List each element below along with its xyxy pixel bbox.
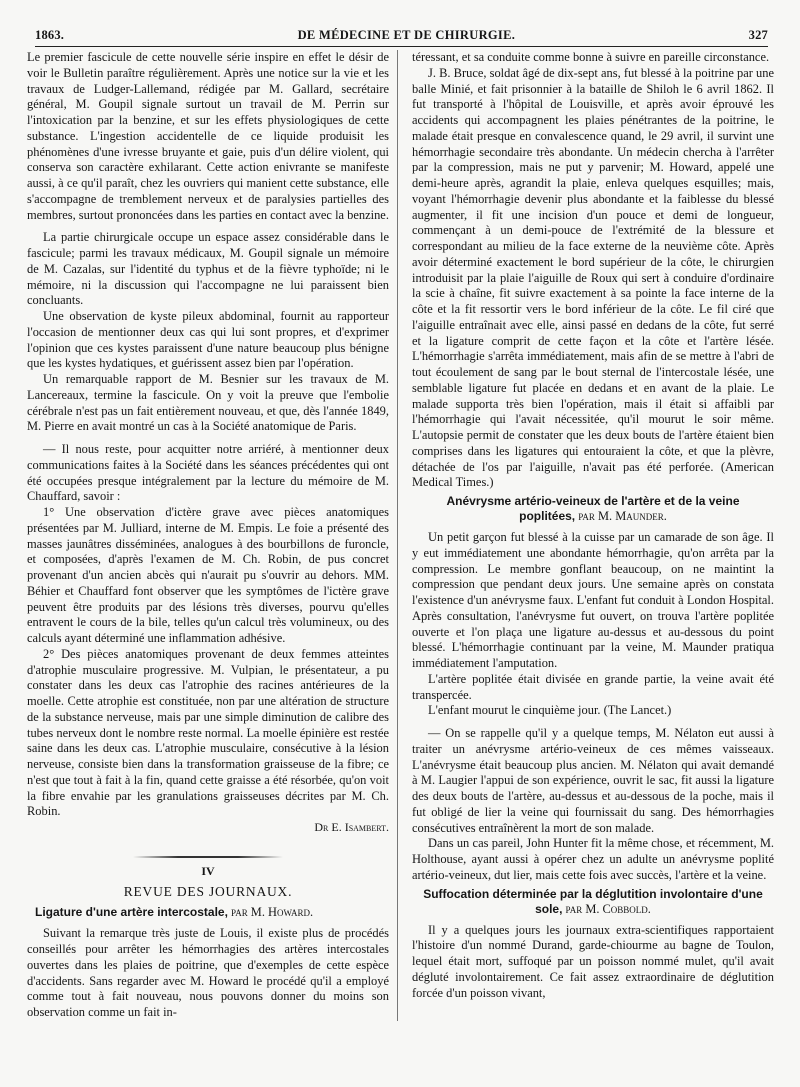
section-title: REVUE DES JOURNAUX.	[123, 883, 293, 899]
header-title: DE MÉDECINE ET DE CHIRURGIE.	[297, 28, 516, 42]
paragraph: Une observation de kyste pileux abdominal, fournit au rapporteur l'occasion de mentionner deux cas qui lui sont propres, et d'exprimer l'opinion que ces kystes paraissent d'une nature beaucoup plus bénigne que les kystes hydatiques, et guérissent assez bien par l'opération.	[27, 309, 389, 371]
section-number: IV	[201, 863, 215, 878]
text-columns	[27, 50, 774, 1021]
paragraph: J. B. Bruce, soldat âgé de dix-sept ans, fut blessé à la poitrine par une balle Minié, et fait prisonnier à la bataille de Shiloh le 6 avril 1862. Il fut transporté à l'hôpital de Louisville, et après avoir éprouvé les accidents qui accompagnent les plaies pénétrantes de la poitrine, le malade était presque en convalescence quand, le 29 avril, il survint une hémorrhagie secondaire très abondante. Un médecin chercha à l'arrêter par la compression, mais ne put y parvenir; M. Howard, appelé une demi-heure après, agrandit la plaie, enleva quelques esquilles; mais, voyant l'hémorrhagie devenir plus abondante et la faiblesse du blessé augmenter, il fit une incision d'un pouce et demi de longueur, commençant à un demi-pouce de l'extrémité de la blessure et correspondant au milieu de la face externe de la neuvième côte. Après avoir déterminé exactement le bord supérieur de la côte, le chirurgien introduisit par la plaie l'aiguille de Roux qui sert à conduire d'ordinaire la scie à chaîne, fit suivre exactement à sa pointe la face interne de la côte et la fit ressortir vers le bord inférieur de la côte. Le fil ciré que l'aiguille entraînait avec elle, ainsi passé en dedans de la côte, fut serré et la ligature comprit de cette façon et la côte et l'artère lésée. L'hémorrhagie s'arrêta immédiatement, mais afin de se mettre à l'abri de tout écoulement de sang par le bout sternal de l'intercostale lésée, une semblable ligature fut placée en dedans et en avant de la plaie. Le malade supporta très bien l'opération, mais il était si affaibli par l'hémorrhagie qui l'avait nécessitée, qu'il mourut le soir même. L'autopsie permit de constater que les deux bouts de l'artère étaient bien comprises dans les ligatures qui entouraient la côte, et que la plèvre, détachée de l'os par l'aiguille, n'avait pas été perforée. (American Medical Times.)	[412, 65, 774, 490]
running-head	[35, 28, 768, 47]
page-number: 327	[748, 28, 768, 42]
list-item: 2° Des pièces anatomiques provenant de deux femmes atteintes d'atrophie musculaire progressive. M. Vulpian, le présentateur, a pu constater dans les deux cas l'atrophie des racines antérieures de la moelle. Cette atrophie est constituée, non par une altération de structure de la substance nerveuse, mais par une simple diminution de calibre des tubes nerveux dont le nombre reste normal. La moelle épinière est restée saine dans les deux cas. L'atrophie musculaire, consécutive à la lésion nerveuse, consiste bien dans la transformation graisseuse de la fibre; ce n'est que tout à fait à la fin, quand cette graisse a été résorbée, qu'on voit la fibre envahie par les granulations graisseuses décrites par M. Ch. Robin.	[27, 646, 389, 819]
paragraph: L'enfant mourut le cinquième jour. (The Lancet.)	[428, 703, 672, 718]
article-title-text: Suffocation déterminée par la déglutition involontaire d'une sole,	[423, 886, 763, 916]
paragraph: Suivant la remarque très juste de Louis, il existe plus de procédés conseillés pour arrêter les hémorrhagies des artères intercostales ouvertes dans les plaies de poitrine, que d'exemples de cette espèce d'accidents. Sans regarder avec M. Howard le procédé qu'il a employé comme tout à fait nouveau, nous pouvons donner du moins son observation comme un fait in-	[27, 926, 389, 1019]
article-title	[420, 887, 766, 917]
article-author: par M. Howard.	[231, 905, 314, 920]
paragraph: Le premier fascicule de cette nouvelle série inspire en effet le désir de voir le Bulletin paraître régulièrement. Après une notice sur la vie et les travaux de Ludger-Lallemand, rédigée par M. Gallard, secrétaire général, M. Goupil signale surtout un travail de M. Perrin sur l'intoxication par la benzine, et sur les effets physiologiques de cette substance. L'ingestion accidentelle de ce liquide produisit les phénomènes d'une ivresse bruyante et gaie, puis d'un délire violent, qui conserva son caractère exhilarant. Cette action enivrante se manifeste aussi, à ce qu'il paraît, chez les ouvriers qui manient cette substance, elle s'accompagne de tremblement nerveux et de paralysies partielles des membres, surtout prononcées dans les parties en contact avec la benzine.	[27, 50, 389, 222]
list-item: 1° Une observation d'ictère grave avec pièces anatomiques présentées par M. Julliard, interne de M. Empis. Le foie a présenté des masses jaunâtres disséminées, analogues à des bourbillons de furoncle, et composées, d'après l'examen de M. Ch. Robin, de pus concret provenant d'un ancien abcès qui n'aurait pu s'ouvrir au dehors. MM. Béhier et Chauffard font observer que les symptômes de l'ictère grave peuvent être produits par des lésions très diverses, pourvu qu'elles entravent le cours de la bile, telles qu'un calcul très volumineux, ou des calculs ayant déterminé une inflammation adhésive.	[27, 505, 389, 645]
paragraph: Un remarquable rapport de M. Besnier sur les travaux de M. Lancereaux, termine la fascicule. On y voit la preuve que l'embolie cérébrale n'est pas un fait entièrement nouveau, et que, dès l'année 1849, M. Pierre en avait montré un cas à la Société anatomique de Paris.	[27, 372, 389, 434]
article-title-text: Ligature d'une artère intercostale,	[35, 905, 228, 920]
paragraph: — On se rappelle qu'il y a quelque temps, M. Nélaton eut aussi à traiter un anévrysme artério-veineux de ces mêmes vaisseaux. L'anévrysme était beaucoup plus ancien. M. Nélaton qui avait demandé à M. Laugier l'appui de son expérience, ouvrit le sac, fit aussi la ligature des deux bouts de l'artère, au-dessus et au-dessous de la poche, mais il fut obligé de lier la veine qui fournissait du sang. Des hémorrhagies consécutives entraînèrent la mort de son malade.	[412, 726, 774, 835]
paragraph: Dans un cas pareil, John Hunter fit la même chose, et récemment, M. Holthouse, ayant aussi à opérer chez un adulte un anévrysme poplité artério-veineux, dut lier, mais cette fois avec succès, l'artère et la veine.	[412, 836, 774, 882]
paragraph: L'artère poplitée était divisée en grande partie, la veine avait été transpercée.	[412, 671, 774, 702]
article-title	[35, 905, 381, 920]
article-title	[420, 494, 766, 524]
right-column	[412, 50, 774, 1021]
header-year: 1863.	[35, 28, 65, 42]
article-author: par M. Cobbold.	[565, 901, 651, 916]
paragraph: Un petit garçon fut blessé à la cuisse par un camarade de son âge. Il y eut immédiatement une abondante hémorrhagie, qu'on arrêta par la compression. Le membre gonflant beaucoup, on ne maintint la compression que pendant deux jours. Une semaine après on constata l'existence d'un anévrysme faux. L'enfant fut conduit à London Hospital. Après consultation, l'anévrysme fut ouvert, on trouva l'artère poplitée ouverte et l'on plaça une ligature au-dessus et au-dessous du point blessé. L'hémorrhagie continuant par la veine, M. Maunder pratiqua immédiatement l'amputation.	[412, 530, 774, 670]
signature: Dr E. Isambert.	[314, 820, 389, 834]
paragraph: — Il nous reste, pour acquitter notre arriéré, à mentionner deux communications faites à la Société dans les séances précédentes qui ont été occupées presque intégralement par la lecture du mémoire de M. Chauffard, savoir :	[27, 442, 389, 504]
paragraph: Il y a quelques jours les journaux extra-scientifiques rapportaient l'histoire d'un nommé Durand, garde-chiourme au bagne de Toulon, lequel était mort, suffoqué par un poisson nommé mulet, qu'il avait dégluté involontairement. Ce fait assez extraordinaire de déglutition forcée d'un poisson vivant,	[412, 922, 774, 1000]
article-author: par M. Maunder.	[578, 509, 667, 523]
paragraph: téressant, et sa conduite comme bonne à suivre en pareille circonstance.	[412, 50, 770, 64]
left-column	[27, 50, 398, 1021]
paragraph: La partie chirurgicale occupe un espace assez considérable dans le fascicule; parmi les travaux médicaux, M. Goupil signale un mémoire de M. Cazalas, sur l'identité du typhus et de la fièvre typhoïde; ni le mémoire, ni la discussion qui l'accompagne ne lui paraissent bien concluants.	[27, 230, 389, 308]
section-divider	[133, 856, 283, 858]
article-title-text: Anévrysme artério-veineux de l'artère et de la veine poplitées,	[446, 494, 740, 523]
